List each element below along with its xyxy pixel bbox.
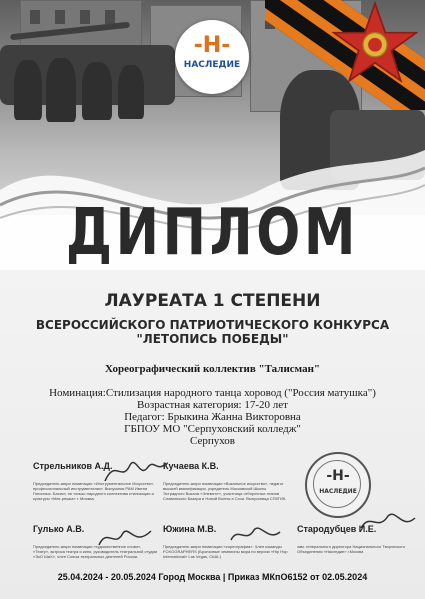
collective-name: Хореографический коллектив "Талисман" (104, 363, 321, 375)
seal-mark: -H- (326, 468, 350, 484)
signature-icon (95, 523, 155, 553)
diploma-footer: 25.04.2024 - 20.05.2024 Город Москва | Приказ МКпО6152 от 02.05.2024 (57, 572, 368, 582)
diploma-title: ДИПЛОМ (65, 196, 360, 270)
signature-icon (358, 508, 418, 536)
school: ГБПОУ МО "Серпуховский колледж" (124, 423, 301, 435)
jury-name: Стародубцев И.Е. (297, 524, 377, 534)
award-details (0, 387, 425, 447)
signature-icon (100, 453, 170, 489)
jury-description: Председатель жюри номинации «художественное слово», «Театр», актриса театра и кино, руководитель театральной студии «ЭкО ШаХ», член Союза театральных деятелей России. (33, 544, 158, 559)
seal-name: НАСЛЕДИЕ (319, 488, 357, 495)
city: Серпухов (189, 435, 235, 447)
laureate-degree: ЛАУРЕАТА 1 СТЕПЕНИ (104, 291, 321, 311)
teacher: Педагог: Брыкина Жанна Викторовна (124, 411, 301, 423)
nomination: Номинация:Стилизация народного танца хоровод ("Россия матушка") (49, 387, 376, 399)
jury-name: Южина М.В. (163, 524, 217, 534)
contest-line-1: ВСЕРОССИЙСКОГО ПАТРИОТИЧЕСКОГО КОНКУРСА (35, 318, 390, 332)
official-seal (305, 452, 371, 518)
contest-name (0, 318, 425, 346)
signature-icon (228, 520, 284, 548)
age-category: Возрастная категория: 17-20 лет (137, 399, 288, 411)
jury-description: Председатель жюри номинации «Инструментальное Искусство», профессиональный инструменталист. Выпускник РАМ Имени Гнесиных. Басист, не только народного коллектива стилизации и культуры «Мат-решка» г. Москва. (33, 481, 155, 501)
jury-name: Гулько А.В. (33, 524, 85, 534)
jury-name: Кучаева К.В. (163, 461, 219, 471)
contest-line-2: "ЛЕТОПИСЬ ПОБЕДЫ" (136, 332, 289, 346)
jury-description: Председатель жюри номинации «Вокальное искусство», педагог высшей квалификации, учредитель Московской Школы Эстрадного Вокала «Элемент», участница отборочных этапов Славянского Базара и Новой Волны в Сочи. Выпускница СПбГИК. (163, 481, 287, 501)
jury-member (163, 461, 288, 501)
nasledie-logo (175, 20, 249, 94)
logo-name: НАСЛЕДИЕ (183, 60, 241, 70)
logo-mark: -H- (193, 33, 231, 58)
jury-description: зам. генерального директора Национального Творческого Объединения «Наследие» г.Москва (297, 544, 405, 554)
jury-name: Стрельников А.Д. (33, 461, 113, 471)
jury-description: Председатель жюри номинации «хореография». Член команды FOXOGRAPHERS (Бронзовые чемпионы мира по версии «Hip Hop International» Las Vegas, США.) (163, 544, 288, 559)
red-star-order-icon (332, 0, 418, 86)
